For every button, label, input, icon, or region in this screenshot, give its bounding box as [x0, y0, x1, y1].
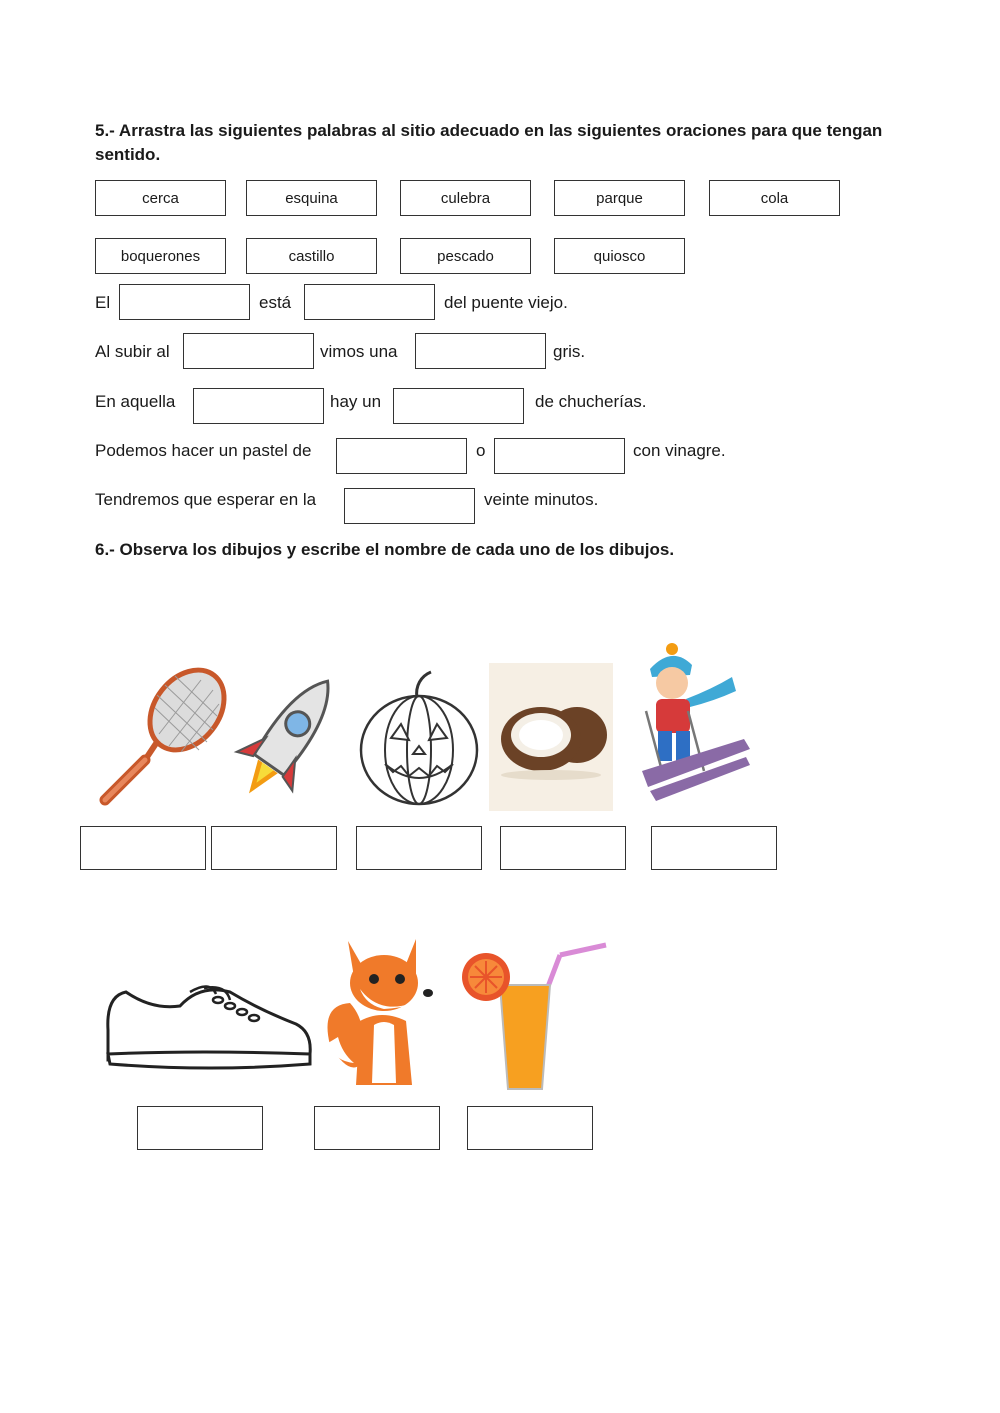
word-chip-culebra[interactable]: culebra: [400, 180, 531, 216]
drop-zone[interactable]: [393, 388, 524, 424]
rocket-icon: [230, 662, 352, 810]
sentence-text: con vinagre.: [633, 441, 726, 460]
sentence-text: hay un: [330, 392, 382, 411]
word-chip-cola[interactable]: cola: [709, 180, 840, 216]
answer-box-juice[interactable]: [467, 1106, 593, 1150]
answer-box-sneaker[interactable]: [137, 1106, 263, 1150]
answer-box-coconut[interactable]: [500, 826, 626, 870]
pumpkin-icon: [355, 668, 483, 810]
answer-box-pumpkin[interactable]: [356, 826, 482, 870]
tennis-racket-icon: [95, 660, 230, 810]
orange-juice-icon: [460, 925, 608, 1093]
drop-zone[interactable]: [336, 438, 467, 474]
drop-zone[interactable]: [119, 284, 250, 320]
word-chip-esquina[interactable]: esquina: [246, 180, 377, 216]
word-chip-boquerones[interactable]: boquerones: [95, 238, 226, 274]
skier-icon: [628, 641, 753, 803]
sentence-text: veinte minutos.: [484, 490, 599, 509]
sentence-text: Podemos hacer un pastel de: [95, 441, 312, 460]
answer-box-fox[interactable]: [314, 1106, 440, 1150]
exercise-5-title: 5.- Arrastra las siguientes palabras al sitio adecuado en las siguientes oraciones para que tengan sentido.: [95, 121, 883, 164]
exercise-6-title: 6.- Observa los dibujos y escribe el nombre de cada uno de los dibujos.: [95, 540, 675, 559]
sentence-text: gris.: [553, 342, 586, 361]
drop-zone[interactable]: [415, 333, 546, 369]
sentence-text: vimos una: [320, 342, 398, 361]
word-chip-cerca[interactable]: cerca: [95, 180, 226, 216]
drop-zone[interactable]: [193, 388, 324, 424]
sentence-text: Al subir al: [95, 342, 170, 361]
drop-zone[interactable]: [304, 284, 435, 320]
sentence-text: El: [95, 293, 111, 312]
sentence-text: del puente viejo.: [444, 293, 568, 312]
coconut-icon: [489, 663, 613, 811]
answer-box-racket[interactable]: [80, 826, 206, 870]
word-chip-parque[interactable]: parque: [554, 180, 685, 216]
sentence-text: o: [476, 441, 486, 460]
sentence-text: En aquella: [95, 392, 176, 411]
sneaker-icon: [100, 970, 315, 1080]
answer-box-rocket[interactable]: [211, 826, 337, 870]
sentence-text: de chucherías.: [535, 392, 647, 411]
sentence-text: está: [259, 293, 292, 312]
fox-icon: [320, 925, 445, 1093]
word-chip-pescado[interactable]: pescado: [400, 238, 531, 274]
word-chip-castillo[interactable]: castillo: [246, 238, 377, 274]
answer-box-skier[interactable]: [651, 826, 777, 870]
drop-zone[interactable]: [344, 488, 475, 524]
drop-zone[interactable]: [494, 438, 625, 474]
word-chip-quiosco[interactable]: quiosco: [554, 238, 685, 274]
sentence-text: Tendremos que esperar en la: [95, 490, 317, 509]
drop-zone[interactable]: [183, 333, 314, 369]
